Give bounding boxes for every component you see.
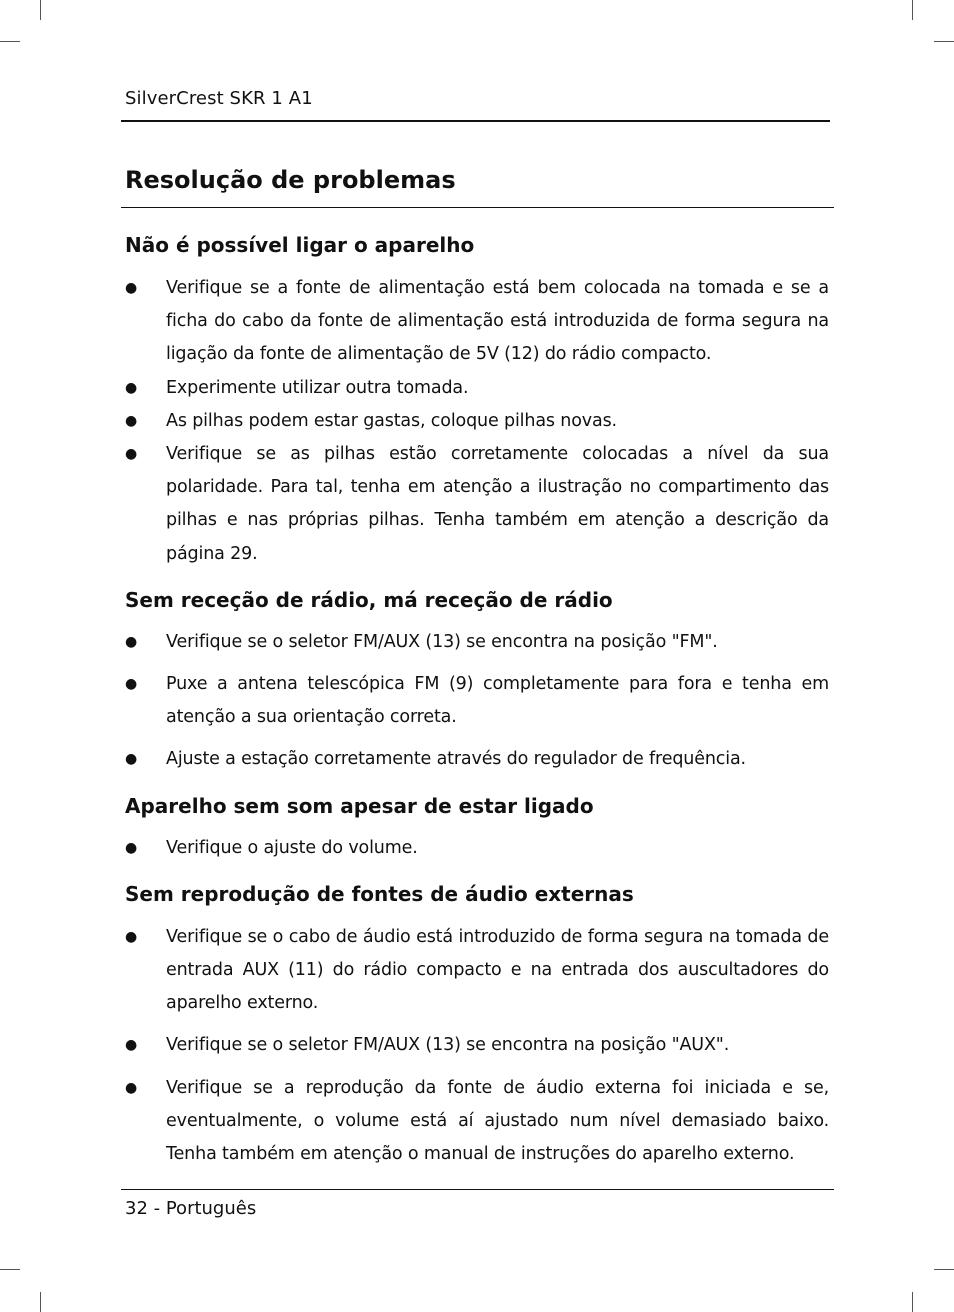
list-item-text: Verifique se o cabo de áudio está introduzido de forma segura na tomada de entrada AUX (11) do rádio compacto e na entrada dos auscultadores do aparelho externo. [166, 926, 829, 1014]
bullet-icon: ● [125, 1079, 138, 1096]
list-item [125, 921, 829, 1021]
bullet-icon: ● [125, 280, 138, 296]
list-item-text: Verifique se as pilhas estão corretamente colocadas a nível da sua polaridade. Para tal, tenha em atenção a ilustração no compartimento das pilhas e nas próprias pilhas. Tenha também em atenção a descrição da página 29. [166, 444, 829, 564]
list-item-text: Verifique se a reprodução da fonte de áudio externa foi iniciada e se, eventualmente, o volume está aí ajustado num nível demasiado baixo. Tenha também em atenção o manual de instruções do aparelho externo. [166, 1077, 829, 1165]
list-item-text: Ajuste a estação corretamente através do regulador de frequência. [166, 749, 746, 770]
section-title: Sem reprodução de fontes de áudio externas [125, 881, 634, 906]
bullet-icon: ● [125, 412, 138, 429]
bullet-icon: ● [125, 751, 138, 768]
page-number: 32 - Português [125, 1198, 257, 1219]
section-title: Não é possível ligar o aparelho [125, 233, 475, 257]
crop-mark [934, 1269, 954, 1270]
list-item-text: Experimente utilizar outra tomada. [166, 377, 469, 398]
list-item-text: As pilhas podem estar gastas, coloque pilhas novas. [166, 410, 617, 431]
bullet-icon: ● [125, 928, 138, 945]
crop-mark [0, 41, 20, 42]
list-item [125, 832, 829, 865]
header-product-name: SilverCrest SKR 1 A1 [125, 88, 313, 109]
list-item [125, 372, 829, 405]
list-item-text: Verifique se o seletor FM/AUX (13) se encontra na posição "FM". [166, 631, 718, 652]
list-item-text: Puxe a antena telescópica FM (9) completamente para fora e tenha em atenção a sua orientação correta. [166, 674, 829, 728]
list-item [125, 438, 829, 571]
list-item-text: Verifique se o seletor FM/AUX (13) se encontra na posição "AUX". [166, 1035, 730, 1056]
list-item [125, 743, 829, 776]
bullet-icon: ● [125, 1037, 138, 1054]
list-item [125, 1072, 829, 1172]
crop-mark [912, 1292, 913, 1312]
bullet-list [125, 626, 829, 777]
section-no-sound [125, 791, 829, 865]
section-title: Sem receção de rádio, má receção de rádio [125, 587, 613, 612]
section-no-external-audio [125, 879, 829, 1171]
bullet-icon: ● [125, 839, 138, 856]
list-item [125, 1029, 829, 1062]
bullet-list [125, 832, 829, 865]
header-rule [121, 120, 830, 122]
crop-mark [0, 1269, 20, 1270]
list-item-text: Verifique se a fonte de alimentação está bem colocada na tomada e se a ficha do cabo da fonte de alimentação está introduzida de forma segura na ligação da fonte de alimentação de 5V (12) do rádio compacto. [166, 278, 829, 365]
crop-mark [934, 41, 954, 42]
list-item [125, 272, 829, 372]
section-no-radio-reception [125, 585, 829, 777]
bullet-icon: ● [125, 446, 138, 463]
content-body [125, 230, 829, 1171]
bullet-icon: ● [125, 379, 138, 396]
section-cannot-power-on [125, 230, 829, 571]
bullet-icon: ● [125, 676, 138, 693]
crop-mark [912, 0, 913, 20]
list-item [125, 626, 829, 659]
list-item [125, 668, 829, 734]
section-title: Aparelho sem som apesar de estar ligado [125, 793, 594, 818]
list-item [125, 405, 829, 438]
list-item-text: Verifique o ajuste do volume. [166, 837, 418, 858]
bullet-list [125, 921, 829, 1171]
bullet-list [125, 272, 829, 571]
page-title: Resolução de problemas [125, 166, 456, 194]
title-rule [121, 207, 834, 208]
crop-mark [40, 1292, 41, 1312]
bullet-icon: ● [125, 633, 138, 650]
crop-mark [40, 0, 41, 20]
footer-rule [121, 1189, 834, 1190]
